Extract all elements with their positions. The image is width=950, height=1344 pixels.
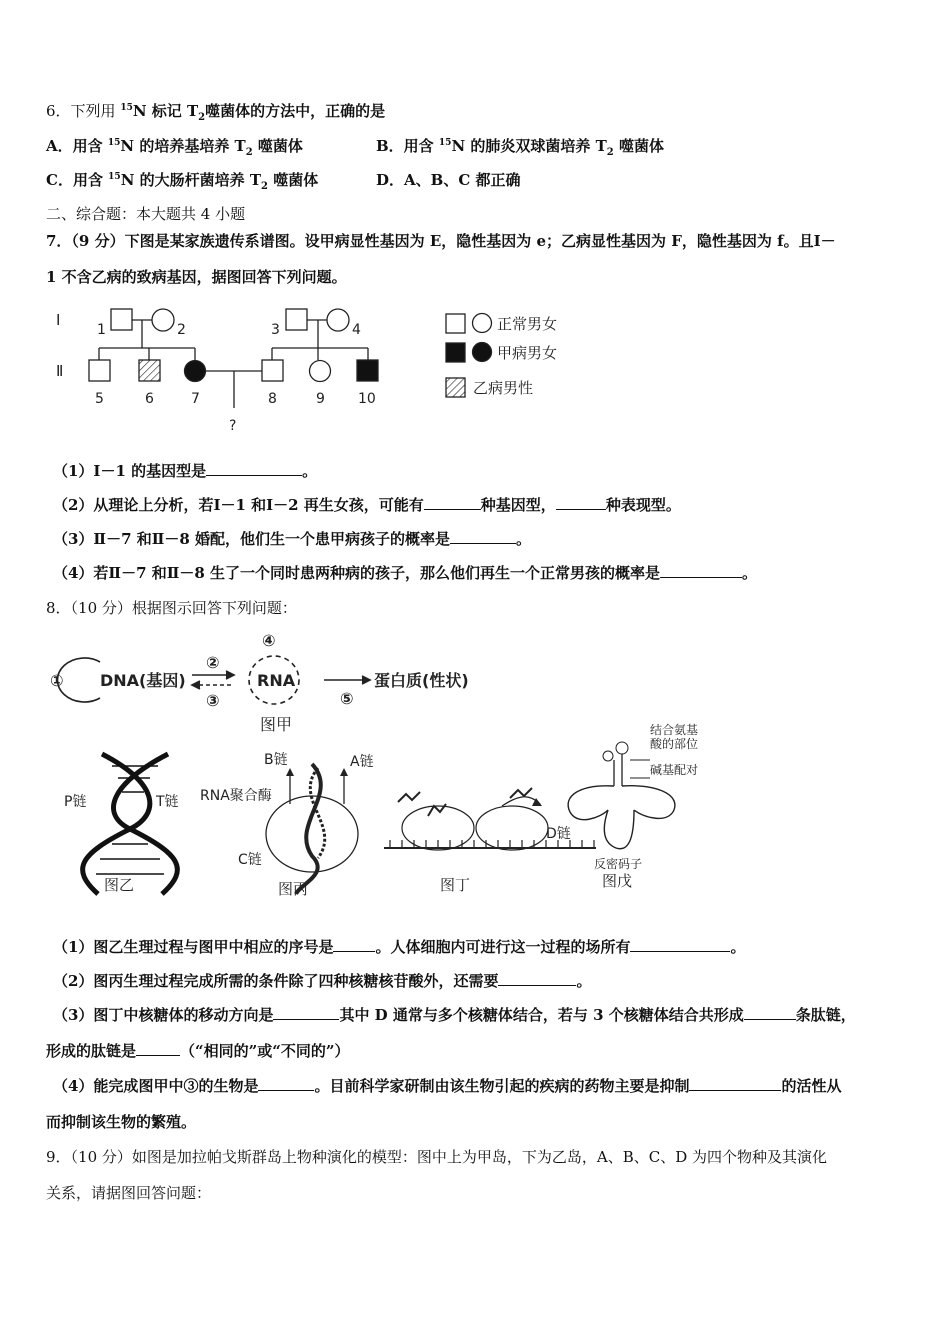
protein-label: 蛋白质(性状)	[374, 671, 469, 690]
label-3: 3	[271, 322, 280, 338]
circled-3: ③	[206, 691, 220, 710]
a-chain-label: A链	[350, 754, 374, 770]
individual-i4-female	[327, 309, 349, 331]
b-chain-label: B链	[264, 752, 288, 768]
figure-ding	[384, 788, 596, 894]
q7-sub-2: （2）从理论上分析，若Ⅰ－1 和Ⅰ－2 再生女孩，可能有 种基因型， 种表现型。	[53, 496, 681, 514]
q8-sub-3: （3）图丁中核糖体的移动方向是 其中 D 通常与多个核糖体结合，若与 3 个核糖体结合共形成 条肽链，	[53, 1006, 856, 1024]
figure-wu	[568, 722, 698, 890]
generation-i-label: Ⅰ	[56, 311, 61, 329]
c-chain-label: C链	[238, 852, 262, 868]
unknown-child-label: ?	[229, 418, 237, 434]
q6-option-d: D．A、B、C 都正确	[376, 171, 521, 189]
legend-yi-label: 乙病男性	[473, 379, 534, 397]
q8-sub-4-cont: 而抑制该生物的繁殖。	[46, 1113, 197, 1131]
d-chain-label: D链	[546, 826, 571, 842]
figure-bing-caption: 图丙	[278, 880, 309, 898]
individual-i3-male	[286, 309, 307, 330]
q6-option-a: A．用含 $^{15}$N 的培养基培养 $T_2$ 噬菌体	[46, 137, 303, 158]
q7-stem-2: 1 不含乙病的致病基因，据图回答下列问题。	[46, 268, 347, 286]
figure-bing	[200, 752, 374, 898]
label-10: 10	[358, 391, 376, 407]
q8-sub-4: （4）能完成图甲中③的生物是 。目前科学家研制由该生物引起的疾病的药物主要是抑制 的活性从	[53, 1077, 842, 1095]
dna-gene-label: DNA(基因)	[100, 671, 186, 690]
amino-acid-site-label-1: 结合氨基	[650, 723, 699, 737]
generation-ii-label: Ⅱ	[56, 362, 64, 380]
q6-option-c: C．用含 $^{15}$N 的大肠杆菌培养 $T_2$ 噬菌体	[46, 171, 319, 192]
circled-1: ①	[50, 671, 64, 690]
label-8: 8	[268, 391, 277, 407]
q6-option-b: B．用含 $^{15}$N 的肺炎双球菌培养 $T_2$ 噬菌体	[376, 137, 664, 158]
replication-loop-arrow	[57, 658, 100, 702]
q6-stem: 6．下列用 $^{15}$N 标记 $T_2$噬菌体的方法中，正确的是	[46, 102, 386, 123]
q8-sub-2: （2）图丙生理过程完成所需的条件除了四种核糖核苷酸外，还需要 。	[53, 972, 592, 990]
legend-normal-male-icon	[446, 314, 465, 333]
figure-wu-caption: 图戊	[602, 872, 633, 890]
label-4: 4	[352, 322, 361, 338]
label-9: 9	[316, 391, 325, 407]
legend-yi-male-icon	[446, 378, 465, 397]
individual-i1-male	[111, 309, 132, 330]
q7-sub-3: （3）Ⅱ－7 和Ⅱ－8 婚配，他们生一个患甲病孩子的概率是 。	[53, 530, 532, 548]
legend-jia-male-icon	[446, 343, 465, 362]
section-title: 二、综合题：本大题共 4 小题	[46, 205, 246, 223]
legend-normal-label: 正常男女	[497, 315, 558, 333]
individual-ii10-jia-male	[357, 360, 378, 381]
label-5: 5	[95, 391, 104, 407]
circled-2: ②	[206, 653, 220, 672]
anticodon-label: 反密码子	[594, 857, 643, 871]
individual-ii5-male	[89, 360, 110, 381]
figure-jia-caption: 图甲	[260, 715, 293, 734]
legend-jia-female-icon	[473, 343, 492, 362]
q7-sub-1: （1）Ⅰ－1 的基因型是 。	[53, 462, 318, 480]
p-chain-label: P链	[64, 794, 87, 810]
figure-yi	[64, 754, 179, 894]
q7-sub-4: （4）若Ⅱ－7 和Ⅱ－8 生了一个同时患两种病的孩子，那么他们再生一个正常男孩的概率是 。	[53, 564, 758, 582]
t-chain-label: T链	[156, 794, 179, 810]
individual-i2-female	[152, 309, 174, 331]
q8-sub-1: （1）图乙生理过程与图甲中相应的序号是 。人体细胞内可进行这一过程的场所有 。	[53, 938, 746, 956]
legend-normal-female-icon	[473, 314, 492, 333]
label-7: 7	[191, 391, 200, 407]
q9-stem-2: 关系，请据图回答问题：	[46, 1184, 212, 1202]
base-pairing-label: 碱基配对	[650, 763, 699, 777]
circled-4: ④	[262, 631, 276, 650]
label-1: 1	[97, 322, 106, 338]
q9-stem-1: 9．（10 分）如图是加拉帕戈斯群岛上物种演化的模型：图中上为甲岛，下为乙岛，A、B、C、D 为四个物种及其演化	[46, 1148, 828, 1166]
legend-jia-label: 甲病男女	[497, 344, 558, 362]
q7-stem-1: 7．（9 分）下图是某家族遗传系谱图。设甲病显性基因为 E，隐性基因为 e；乙病显性基因为 F，隐性基因为 f。且Ⅰ－	[46, 232, 836, 250]
figure-jia	[44, 628, 514, 738]
q8-stem: 8．（10 分）根据图示回答下列问题：	[46, 599, 297, 617]
individual-ii8-male	[262, 360, 283, 381]
figure-yi-caption: 图乙	[104, 876, 135, 894]
pedigree-figure	[40, 300, 600, 440]
individual-ii9-female	[310, 361, 331, 382]
q8-sub-3-cont: 形成的肽链是 （“相同的”或“不同的”）	[46, 1042, 350, 1060]
circled-5: ⑤	[340, 689, 354, 708]
rna-label: RNA	[257, 671, 296, 690]
rna-polymerase-label: RNA聚合酶	[200, 788, 272, 804]
individual-ii7-jia-female	[185, 361, 206, 382]
individual-ii6-yi-male	[139, 360, 160, 381]
label-2: 2	[177, 322, 186, 338]
amino-acid-site-label-2: 酸的部位	[650, 737, 699, 751]
label-6: 6	[145, 391, 154, 407]
figure-ding-caption: 图丁	[440, 876, 471, 894]
